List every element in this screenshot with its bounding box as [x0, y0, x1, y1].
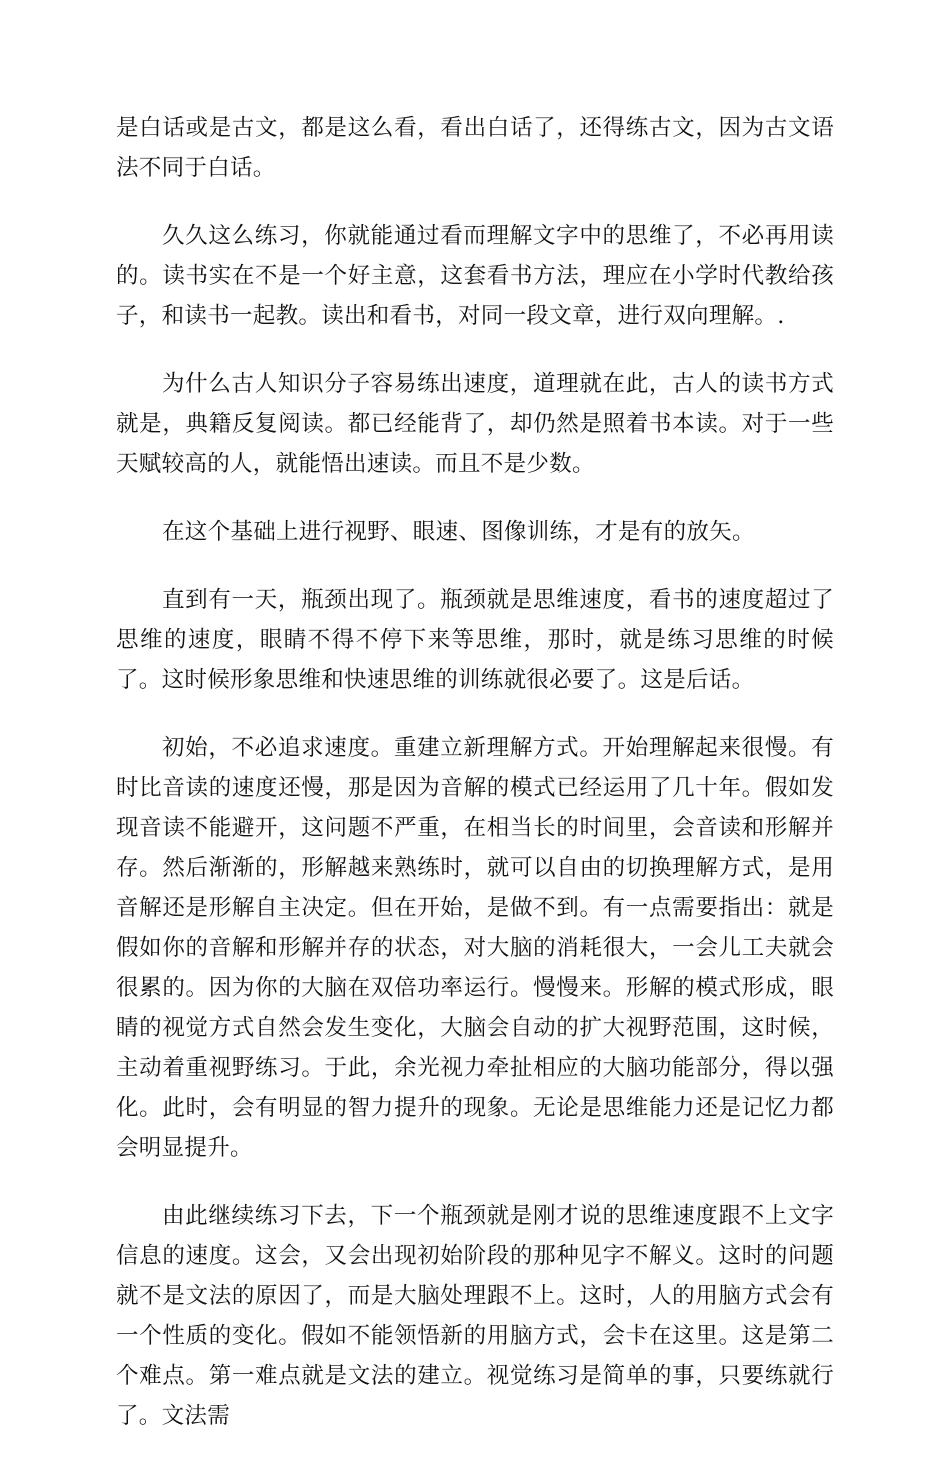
paragraph-continuation: 是白话或是古文，都是这么看，看出白话了，还得练古文，因为古文语法不同于白话。: [116, 115, 834, 181]
document-page: [116, 108, 834, 1464]
paragraph: 初始，不必追求速度。重建立新理解方式。开始理解起来很慢。有时比音读的速度还慢，那是因为音解的模式已经运用了几十年。假如发现音读不能避开，这问题不严重，在相当长的时间里，会音读和形解并存。然后渐渐的，形解越来熟练时，就可以自由的切换理解方式，是用音解还是形解自主决定。但在开始，是做不到。有一点需要指出：就是假如你的音解和形解并存的状态，对大脑的消耗很大，一会儿工夫就会很累的。因为你的大脑在双倍功率运行。慢慢来。形解的模式形成，眼睛的视觉方式自然会发生变化，大脑会自动的扩大视野范围，这时候，主动着重视野练习。于此，余光视力牵扯相应的大脑功能部分，得以强化。此时，会有明显的智力提升的现象。无论是思维能力还是记忆力都会明显提升。: [116, 735, 834, 1161]
paragraph: 久久这么练习，你就能通过看而理解文字中的思维了，不必再用读的。读书实在不是一个好主意，这套看书方法，理应在小学时代教给孩子，和读书一起教。读出和看书，对同一段文章，进行双向理解。.: [116, 223, 834, 329]
paragraph: 直到有一天，瓶颈出现了。瓶颈就是思维速度，看书的速度超过了思维的速度，眼睛不得不停下来等思维，那时，就是练习思维的时候了。这时候形象思维和快速思维的训练就很必要了。这是后话。: [116, 587, 834, 693]
paragraph: 为什么古人知识分子容易练出速度，道理就在此，古人的读书方式就是，典籍反复阅读。都已经能背了，却仍然是照着书本读。对于一些天赋较高的人，就能悟出速读。而且不是少数。: [116, 371, 834, 477]
paragraph: 在这个基础上进行视野、眼速、图像训练，才是有的放矢。: [162, 519, 755, 545]
paragraph: 由此继续练习下去，下一个瓶颈就是刚才说的思维速度跟不上文字信息的速度。这会，又会出现初始阶段的那种见字不解义。这时的问题就不是文法的原因了，而是大脑处理跟不上。这时，人的用脑方式会有一个性质的变化。假如不能领悟新的用脑方式，会卡在这里。这是第二个难点。第一难点就是文法的建立。视觉练习是简单的事，只要练就行了。文法需: [116, 1203, 834, 1429]
